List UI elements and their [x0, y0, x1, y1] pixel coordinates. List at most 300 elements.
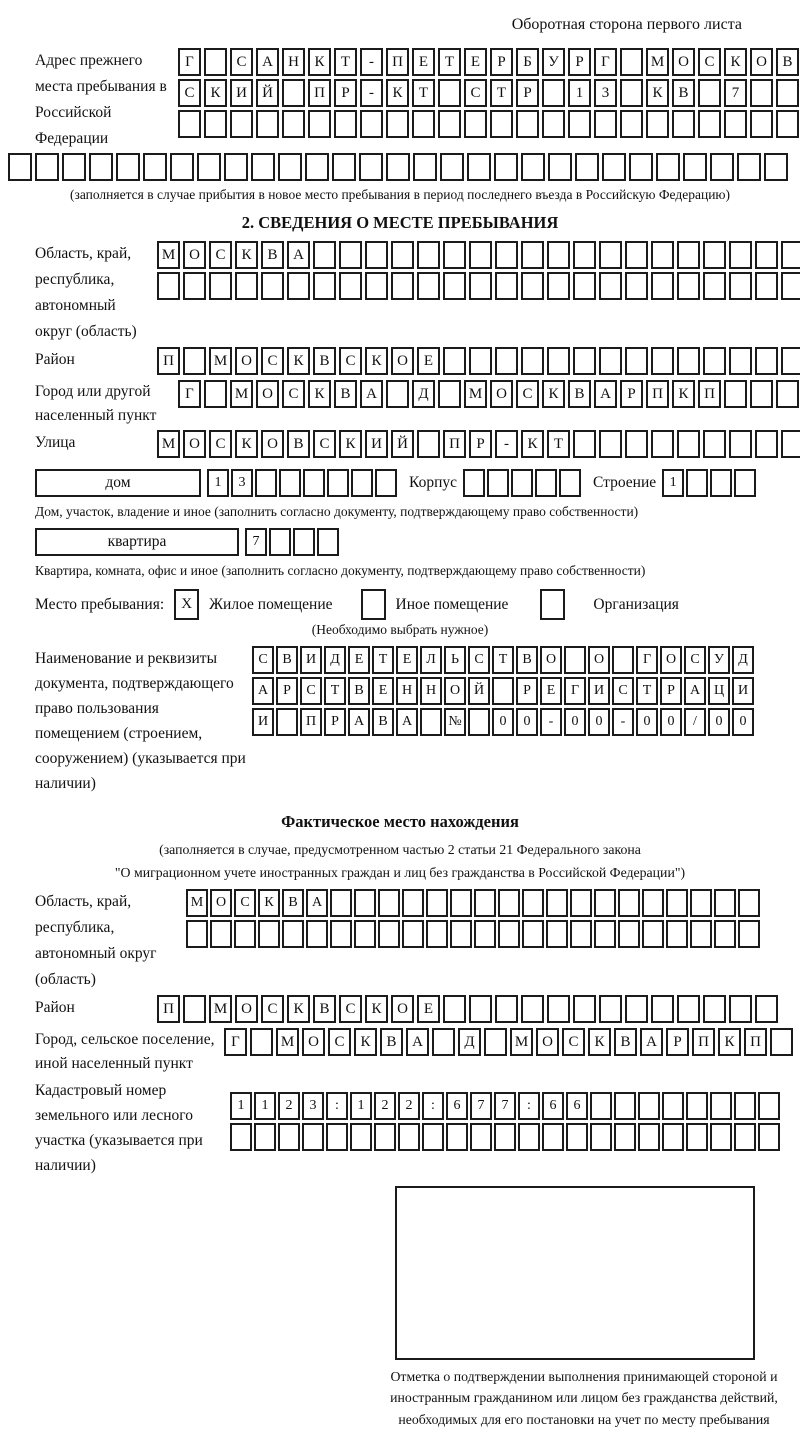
char-box[interactable] — [618, 889, 640, 917]
char-box[interactable] — [490, 110, 513, 138]
char-box[interactable] — [35, 153, 59, 181]
char-box[interactable]: Д — [324, 646, 346, 674]
char-box[interactable] — [575, 153, 599, 181]
char-box[interactable]: 1 — [568, 79, 591, 107]
char-box[interactable]: Л — [420, 646, 442, 674]
char-box[interactable] — [590, 1092, 612, 1120]
char-box[interactable]: П — [157, 347, 180, 375]
char-box[interactable]: Е — [412, 48, 435, 76]
char-box[interactable] — [625, 272, 648, 300]
char-box[interactable] — [469, 347, 492, 375]
char-box[interactable] — [391, 241, 414, 269]
char-box[interactable]: О — [750, 48, 773, 76]
char-box[interactable] — [755, 430, 778, 458]
char-box[interactable]: 7 — [724, 79, 747, 107]
char-box[interactable] — [729, 995, 752, 1023]
char-box[interactable]: Р — [490, 48, 513, 76]
char-box[interactable] — [332, 153, 356, 181]
char-box[interactable] — [573, 272, 596, 300]
char-box[interactable]: С — [313, 430, 336, 458]
char-box[interactable] — [690, 889, 712, 917]
char-box[interactable] — [443, 347, 466, 375]
char-box[interactable] — [374, 1123, 396, 1151]
char-box[interactable] — [666, 920, 688, 948]
char-box[interactable]: М — [510, 1028, 533, 1056]
char-box[interactable] — [750, 79, 773, 107]
char-box[interactable] — [755, 241, 778, 269]
char-box[interactable] — [402, 889, 424, 917]
char-box[interactable] — [599, 241, 622, 269]
char-box[interactable] — [625, 430, 648, 458]
char-box[interactable]: Р — [276, 677, 298, 705]
char-box[interactable]: 0 — [516, 708, 538, 736]
char-box[interactable] — [282, 110, 305, 138]
char-box[interactable]: К — [365, 995, 388, 1023]
char-box[interactable] — [755, 995, 778, 1023]
char-box[interactable]: - — [360, 48, 383, 76]
char-box[interactable] — [302, 1123, 324, 1151]
char-box[interactable] — [542, 79, 565, 107]
char-box[interactable] — [230, 110, 253, 138]
char-box[interactable]: 2 — [374, 1092, 396, 1120]
char-box[interactable]: К — [204, 79, 227, 107]
char-box[interactable] — [703, 241, 726, 269]
char-box[interactable]: Е — [348, 646, 370, 674]
char-box[interactable]: О — [672, 48, 695, 76]
char-box[interactable] — [204, 48, 227, 76]
char-box[interactable] — [494, 153, 518, 181]
char-box[interactable]: Н — [396, 677, 418, 705]
char-box[interactable]: П — [300, 708, 322, 736]
char-box[interactable]: С — [464, 79, 487, 107]
char-box[interactable]: С — [698, 48, 721, 76]
char-box[interactable] — [116, 153, 140, 181]
char-box[interactable] — [625, 995, 648, 1023]
char-box[interactable] — [258, 920, 280, 948]
char-box[interactable] — [417, 430, 440, 458]
char-box[interactable] — [235, 272, 258, 300]
char-box[interactable]: А — [306, 889, 328, 917]
char-box[interactable] — [781, 430, 800, 458]
char-box[interactable]: О — [261, 430, 284, 458]
char-box[interactable] — [313, 241, 336, 269]
char-box[interactable]: О — [256, 380, 279, 408]
char-box[interactable]: С — [612, 677, 634, 705]
char-box[interactable] — [599, 347, 622, 375]
checkbox-zhiloe-pomeshchenie[interactable]: X — [174, 589, 199, 620]
char-box[interactable] — [559, 469, 581, 497]
char-box[interactable] — [354, 889, 376, 917]
char-box[interactable]: Р — [666, 1028, 689, 1056]
char-box[interactable] — [758, 1123, 780, 1151]
char-box[interactable] — [521, 153, 545, 181]
char-box[interactable]: 7 — [494, 1092, 516, 1120]
char-box[interactable] — [498, 889, 520, 917]
char-box[interactable] — [625, 347, 648, 375]
char-box[interactable] — [535, 469, 557, 497]
char-box[interactable]: С — [562, 1028, 585, 1056]
char-box[interactable]: С — [252, 646, 274, 674]
char-box[interactable] — [413, 153, 437, 181]
char-box[interactable]: О — [210, 889, 232, 917]
char-box[interactable] — [443, 241, 466, 269]
char-box[interactable] — [734, 1123, 756, 1151]
char-box[interactable] — [677, 347, 700, 375]
char-box[interactable]: Р — [516, 677, 538, 705]
char-box[interactable]: Г — [178, 380, 201, 408]
char-box[interactable]: : — [422, 1092, 444, 1120]
char-box[interactable] — [446, 1123, 468, 1151]
char-box[interactable] — [426, 889, 448, 917]
char-box[interactable] — [703, 272, 726, 300]
char-box[interactable] — [620, 110, 643, 138]
char-box[interactable] — [570, 889, 592, 917]
char-box[interactable]: Н — [420, 677, 442, 705]
char-box[interactable] — [230, 1123, 252, 1151]
char-box[interactable]: И — [230, 79, 253, 107]
char-box[interactable] — [305, 153, 329, 181]
char-box[interactable]: 7 — [470, 1092, 492, 1120]
char-box[interactable] — [386, 153, 410, 181]
char-box[interactable] — [781, 241, 800, 269]
char-box[interactable]: Й — [256, 79, 279, 107]
char-box[interactable]: В — [276, 646, 298, 674]
char-box[interactable]: К — [287, 347, 310, 375]
char-box[interactable]: В — [614, 1028, 637, 1056]
char-box[interactable] — [776, 79, 799, 107]
char-box[interactable] — [651, 430, 674, 458]
char-box[interactable] — [498, 920, 520, 948]
char-box[interactable]: 3 — [594, 79, 617, 107]
char-box[interactable] — [614, 1092, 636, 1120]
char-box[interactable]: Р — [568, 48, 591, 76]
char-box[interactable]: П — [744, 1028, 767, 1056]
char-box[interactable]: Г — [178, 48, 201, 76]
char-box[interactable] — [758, 1092, 780, 1120]
char-box[interactable]: Е — [372, 677, 394, 705]
char-box[interactable] — [351, 469, 373, 497]
char-box[interactable] — [170, 153, 194, 181]
char-box[interactable]: 0 — [588, 708, 610, 736]
char-box[interactable]: В — [261, 241, 284, 269]
char-box[interactable]: В — [348, 677, 370, 705]
char-box[interactable] — [542, 110, 565, 138]
char-box[interactable]: Т — [490, 79, 513, 107]
char-box[interactable] — [662, 1123, 684, 1151]
char-box[interactable] — [547, 241, 570, 269]
char-box[interactable] — [494, 1123, 516, 1151]
char-box[interactable] — [651, 995, 674, 1023]
char-box[interactable]: 0 — [492, 708, 514, 736]
char-box[interactable] — [469, 241, 492, 269]
char-box[interactable]: 0 — [660, 708, 682, 736]
char-box[interactable]: В — [287, 430, 310, 458]
char-box[interactable]: В — [672, 79, 695, 107]
char-box[interactable] — [516, 110, 539, 138]
char-box[interactable] — [282, 79, 305, 107]
char-box[interactable]: О — [183, 430, 206, 458]
char-box[interactable]: № — [444, 708, 466, 736]
char-box[interactable]: Б — [516, 48, 539, 76]
char-box[interactable]: О — [588, 646, 610, 674]
char-box[interactable] — [254, 1123, 276, 1151]
char-box[interactable]: М — [186, 889, 208, 917]
char-box[interactable] — [522, 889, 544, 917]
char-box[interactable]: Г — [636, 646, 658, 674]
char-box[interactable]: - — [360, 79, 383, 107]
char-box[interactable] — [686, 1123, 708, 1151]
char-box[interactable]: Е — [417, 995, 440, 1023]
char-box[interactable] — [269, 528, 291, 556]
char-box[interactable]: Е — [540, 677, 562, 705]
char-box[interactable]: Т — [412, 79, 435, 107]
char-box[interactable] — [443, 272, 466, 300]
char-box[interactable]: К — [258, 889, 280, 917]
char-box[interactable] — [724, 380, 747, 408]
char-box[interactable] — [157, 272, 180, 300]
char-box[interactable] — [672, 110, 695, 138]
char-box[interactable] — [750, 110, 773, 138]
char-box[interactable]: О — [235, 347, 258, 375]
char-box[interactable] — [738, 920, 760, 948]
char-box[interactable] — [330, 920, 352, 948]
char-box[interactable] — [62, 153, 86, 181]
char-box[interactable]: У — [542, 48, 565, 76]
char-box[interactable]: 2 — [398, 1092, 420, 1120]
char-box[interactable] — [547, 995, 570, 1023]
char-box[interactable]: П — [308, 79, 331, 107]
char-box[interactable] — [651, 241, 674, 269]
char-box[interactable]: Т — [334, 48, 357, 76]
char-box[interactable]: Т — [492, 646, 514, 674]
char-box[interactable]: Е — [417, 347, 440, 375]
char-box[interactable]: П — [698, 380, 721, 408]
char-box[interactable]: А — [406, 1028, 429, 1056]
char-box[interactable]: Г — [224, 1028, 247, 1056]
char-box[interactable]: - — [495, 430, 518, 458]
char-box[interactable]: Р — [620, 380, 643, 408]
char-box[interactable]: Р — [334, 79, 357, 107]
char-box[interactable]: А — [348, 708, 370, 736]
char-box[interactable] — [573, 995, 596, 1023]
char-box[interactable] — [703, 347, 726, 375]
char-box[interactable]: Ц — [708, 677, 730, 705]
char-box[interactable] — [183, 272, 206, 300]
char-box[interactable] — [250, 1028, 273, 1056]
char-box[interactable]: 1 — [207, 469, 229, 497]
char-box[interactable] — [677, 430, 700, 458]
char-box[interactable] — [710, 153, 734, 181]
char-box[interactable] — [614, 1123, 636, 1151]
char-box[interactable] — [738, 889, 760, 917]
char-box[interactable]: 0 — [732, 708, 754, 736]
char-box[interactable] — [677, 241, 700, 269]
char-box[interactable]: - — [612, 708, 634, 736]
char-box[interactable] — [547, 272, 570, 300]
char-box[interactable] — [521, 272, 544, 300]
char-box[interactable]: П — [157, 995, 180, 1023]
char-box[interactable]: К — [672, 380, 695, 408]
char-box[interactable] — [495, 347, 518, 375]
char-box[interactable] — [143, 153, 167, 181]
char-box[interactable]: И — [732, 677, 754, 705]
char-box[interactable] — [618, 920, 640, 948]
char-box[interactable] — [714, 920, 736, 948]
char-box[interactable]: 2 — [278, 1092, 300, 1120]
char-box[interactable] — [683, 153, 707, 181]
char-box[interactable]: А — [640, 1028, 663, 1056]
char-box[interactable] — [204, 110, 227, 138]
char-box[interactable]: - — [540, 708, 562, 736]
char-box[interactable]: С — [230, 48, 253, 76]
char-box[interactable]: 6 — [542, 1092, 564, 1120]
char-box[interactable] — [755, 272, 778, 300]
char-box[interactable]: С — [328, 1028, 351, 1056]
char-box[interactable] — [378, 920, 400, 948]
char-box[interactable] — [570, 920, 592, 948]
char-box[interactable] — [703, 430, 726, 458]
char-box[interactable] — [209, 272, 232, 300]
char-box[interactable]: К — [235, 430, 258, 458]
char-box[interactable]: У — [708, 646, 730, 674]
char-box[interactable] — [178, 110, 201, 138]
char-box[interactable] — [210, 920, 232, 948]
char-box[interactable] — [426, 920, 448, 948]
char-box[interactable] — [612, 646, 634, 674]
char-box[interactable]: А — [256, 48, 279, 76]
char-box[interactable]: 1 — [254, 1092, 276, 1120]
char-box[interactable] — [698, 110, 721, 138]
char-box[interactable]: К — [724, 48, 747, 76]
char-box[interactable] — [594, 889, 616, 917]
char-box[interactable] — [450, 889, 472, 917]
char-box[interactable]: О — [302, 1028, 325, 1056]
char-box[interactable] — [495, 241, 518, 269]
char-box[interactable]: О — [235, 995, 258, 1023]
char-box[interactable]: Т — [372, 646, 394, 674]
char-box[interactable]: А — [684, 677, 706, 705]
char-box[interactable] — [686, 1092, 708, 1120]
char-box[interactable]: П — [692, 1028, 715, 1056]
char-box[interactable]: Д — [732, 646, 754, 674]
char-box[interactable] — [255, 469, 277, 497]
char-box[interactable]: Й — [468, 677, 490, 705]
char-box[interactable] — [602, 153, 626, 181]
char-box[interactable]: К — [588, 1028, 611, 1056]
char-box[interactable] — [734, 469, 756, 497]
char-box[interactable] — [470, 1123, 492, 1151]
char-box[interactable] — [642, 920, 664, 948]
char-box[interactable] — [278, 153, 302, 181]
char-box[interactable]: С — [300, 677, 322, 705]
char-box[interactable] — [511, 469, 533, 497]
char-box[interactable] — [386, 380, 409, 408]
char-box[interactable]: О — [490, 380, 513, 408]
char-box[interactable]: К — [354, 1028, 377, 1056]
char-box[interactable]: Г — [594, 48, 617, 76]
char-box[interactable] — [484, 1028, 507, 1056]
char-box[interactable]: В — [313, 995, 336, 1023]
char-box[interactable] — [317, 528, 339, 556]
char-box[interactable]: И — [365, 430, 388, 458]
char-box[interactable]: : — [326, 1092, 348, 1120]
char-box[interactable] — [443, 995, 466, 1023]
char-box[interactable]: И — [588, 677, 610, 705]
char-box[interactable]: В — [282, 889, 304, 917]
char-box[interactable] — [204, 380, 227, 408]
char-box[interactable]: П — [443, 430, 466, 458]
char-box[interactable]: Г — [564, 677, 586, 705]
char-box[interactable] — [750, 380, 773, 408]
char-box[interactable]: 0 — [636, 708, 658, 736]
char-box[interactable] — [492, 677, 514, 705]
char-box[interactable] — [375, 469, 397, 497]
char-box[interactable]: В — [380, 1028, 403, 1056]
char-box[interactable] — [710, 469, 732, 497]
char-box[interactable]: В — [372, 708, 394, 736]
char-box[interactable]: 1 — [350, 1092, 372, 1120]
char-box[interactable]: С — [209, 430, 232, 458]
char-box[interactable] — [625, 241, 648, 269]
char-box[interactable]: О — [444, 677, 466, 705]
char-box[interactable] — [651, 272, 674, 300]
char-box[interactable]: 0 — [708, 708, 730, 736]
char-box[interactable] — [402, 920, 424, 948]
char-box[interactable] — [450, 920, 472, 948]
char-box[interactable]: К — [542, 380, 565, 408]
char-box[interactable] — [651, 347, 674, 375]
char-box[interactable] — [729, 241, 752, 269]
char-box[interactable] — [573, 347, 596, 375]
char-box[interactable] — [251, 153, 275, 181]
char-box[interactable] — [417, 272, 440, 300]
char-box[interactable]: Е — [464, 48, 487, 76]
char-box[interactable]: М — [209, 347, 232, 375]
char-box[interactable]: О — [540, 646, 562, 674]
char-box[interactable]: И — [300, 646, 322, 674]
char-box[interactable] — [422, 1123, 444, 1151]
char-box[interactable] — [642, 889, 664, 917]
char-box[interactable]: М — [157, 430, 180, 458]
char-box[interactable] — [638, 1123, 660, 1151]
char-box[interactable] — [378, 889, 400, 917]
char-box[interactable] — [8, 153, 32, 181]
char-box[interactable] — [391, 272, 414, 300]
char-box[interactable] — [474, 920, 496, 948]
char-box[interactable] — [306, 920, 328, 948]
checkbox-organizatsiya[interactable] — [540, 589, 565, 620]
char-box[interactable] — [638, 1092, 660, 1120]
char-box[interactable] — [183, 995, 206, 1023]
char-box[interactable] — [468, 708, 490, 736]
char-box[interactable] — [568, 110, 591, 138]
char-box[interactable] — [714, 889, 736, 917]
char-box[interactable] — [656, 153, 680, 181]
char-box[interactable]: : — [518, 1092, 540, 1120]
char-box[interactable]: В — [334, 380, 357, 408]
char-box[interactable] — [398, 1123, 420, 1151]
char-box[interactable]: К — [365, 347, 388, 375]
char-box[interactable]: К — [646, 79, 669, 107]
char-box[interactable] — [710, 1092, 732, 1120]
char-box[interactable]: М — [276, 1028, 299, 1056]
char-box[interactable]: К — [235, 241, 258, 269]
char-box[interactable]: Й — [391, 430, 414, 458]
char-box[interactable] — [521, 995, 544, 1023]
char-box[interactable]: В — [776, 48, 799, 76]
char-box[interactable]: К — [718, 1028, 741, 1056]
char-box[interactable] — [313, 272, 336, 300]
